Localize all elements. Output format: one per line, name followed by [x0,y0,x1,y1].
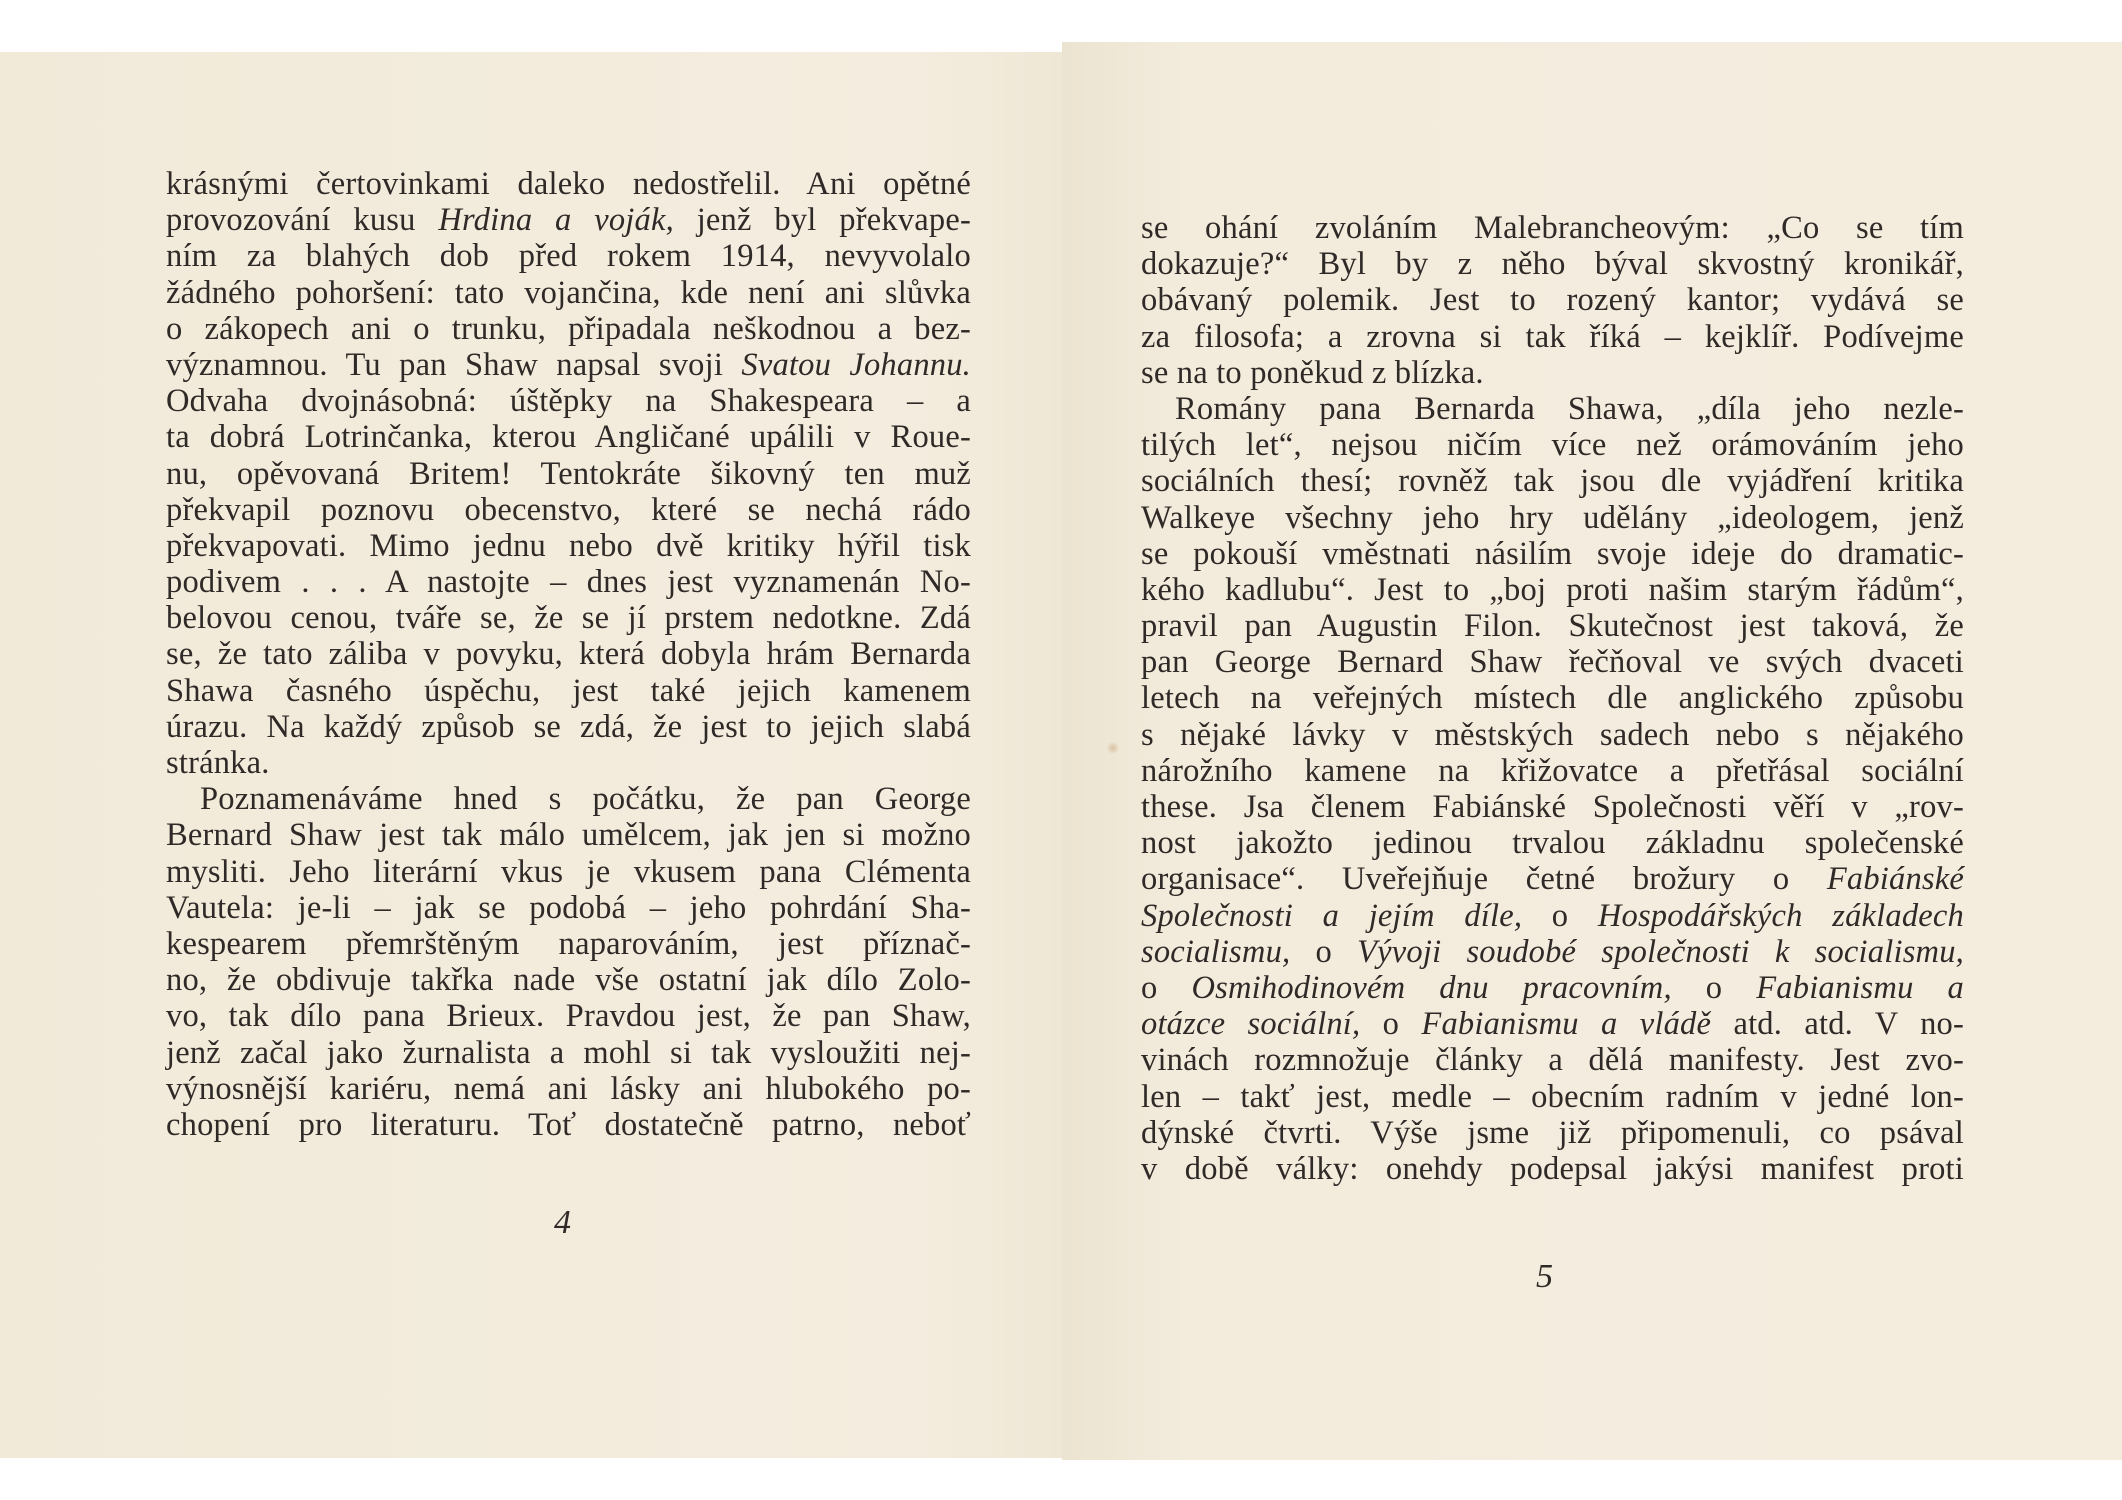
italic-title: otázce sociální, [1141,1006,1361,1043]
text-run: tilých let“, nejsou ničím více než orámováním jeho [1141,427,1964,464]
text-line [166,492,971,528]
text-line [1141,1042,1964,1078]
text-line [166,275,971,311]
italic-title: Fabiánské [1826,861,1964,898]
text-line [1141,970,1964,1006]
text-line [166,854,971,890]
text-line [166,636,971,672]
text-line [166,600,971,636]
text-line [1141,463,1964,499]
text-run: se ohání zvoláním Malebrancheovým: „Co se tím [1141,210,1964,246]
text-run: významnou. Tu pan Shaw napsal svoji [166,346,742,383]
text-run: these. Jsa členem Fabiánské Společnosti věří v „rov- [1141,789,1964,825]
text-line [1141,319,1964,355]
text-run: v době války: onehdy podepsal jakýsi manifest proti [1141,1150,1964,1187]
text-line [1141,1115,1964,1151]
italic-title: Osmihodinovém dnu pracovním, [1191,969,1672,1006]
text-line [1141,282,1964,318]
text-line [166,202,971,238]
text-run: dýnské čtvrti. Výše jsme již připomenuli, co psával [1141,1114,1964,1151]
text-run: vo, tak dílo pana Brieux. Pravdou jest, že pan Shaw, [166,998,971,1035]
text-line [1141,753,1964,789]
text-run: ta dobrá Lotrinčanka, kterou Angličané upálili v Roue- [166,419,971,456]
right-page [1062,42,2122,1460]
italic-title: Svatou Johannu. [741,346,971,383]
text-run: Vautela: je-li – jak se podobá – jeho pohrdání Sha- [166,889,971,926]
text-run: organisace“. Uveřejňuje četné brožury o [1141,861,1827,898]
text-line [166,673,971,709]
text-run: o [1671,969,1757,1006]
text-run: Odvaha dvojnásobná: úštěpky na Shakespeara – a [166,383,971,420]
text-line [1141,898,1964,934]
text-run: len – takť jest, medle – obecním radním v jedné lon- [1141,1078,1964,1115]
text-run: dokazuje?“ Byl by z něho býval skvostný kronikář, [1141,246,1964,283]
text-line [1141,572,1964,608]
text-run: sociálních thesí; rovněž tak jsou dle vyjádření kritika [1141,463,1964,500]
text-line [1141,391,1964,427]
text-run: s nějaké lávky v městských sadech nebo s nějakého [1141,716,1964,753]
text-run: Romány pana Bernarda Shawa, „díla jeho nezle- [1175,390,1964,427]
italic-title: socialismu, [1141,933,1291,970]
text-line [1141,825,1964,861]
text-line [166,890,971,926]
text-line [166,998,971,1034]
text-line [166,745,971,781]
text-run: mysliti. Jeho literární vkus je vkusem pana Clémenta [166,853,971,890]
text-run: se, že tato záliba v povyku, která dobyla hrám Bernarda [166,636,971,673]
text-line [166,962,971,998]
text-run: Shawa časného úspěchu, jest také jejich kamenem [166,672,971,709]
text-run: kespearem přemrštěným naparováním, jest příznač- [166,925,971,962]
text-run: Bernard Shaw jest tak málo umělcem, jak jen si možno [166,817,971,854]
text-run: provozování kusu [166,202,439,239]
text-run: za filosofa; a zrovna si tak říká – kejklíř. Podívejme [1141,318,1964,355]
text-line [166,238,971,274]
text-run: výnosnější kariéru, nemá ani lásky ani hlubokého po- [166,1070,971,1107]
text-run: stránka. [166,745,270,781]
text-line [1141,427,1964,463]
text-line [166,166,971,202]
italic-title: Fabianismu a [1756,969,1964,1006]
text-run: žádného pohoršení: tato vojančina, kde není ani slůvka [166,274,971,311]
text-line [166,528,971,564]
text-run: letech na veřejných místech dle anglického způsobu [1141,680,1964,717]
text-run: o [1522,897,1598,934]
text-line [1141,500,1964,536]
text-run: úrazu. Na každý způsob se zdá, že jest to jejich slabá [166,708,971,745]
text-line [166,347,971,383]
page-number-left: 4 [554,1204,571,1241]
italic-title: Společnosti a jejím díle, [1141,897,1523,934]
paper-stain [1106,742,1120,754]
text-line [1141,210,1964,246]
text-line [1141,717,1964,753]
text-run: pan George Bernard Shaw řečňoval ve svých dvaceti [1141,644,1964,681]
text-line [166,419,971,455]
text-run: o zákopech ani o trunku, připadala neškodnou a bez- [166,310,971,347]
right-page-body [1141,210,1964,1187]
text-run: belovou cenou, tváře se, že se jí prstem nedotkne. Zdá [166,600,971,637]
italic-title: Fabianismu a vládě [1421,1006,1712,1043]
text-line [166,926,971,962]
text-line [1141,355,1964,391]
text-run: kého kadlubu“. Jest to „boj proti našim starým řádům“, [1141,571,1964,608]
text-line [166,781,971,817]
text-run: překvapovati. Mimo jednu nebo dvě kritiky hýřil tisk [166,527,971,564]
text-line [1141,680,1964,716]
text-run: nárožního kamene na křižovatce a přetřásal sociální [1141,752,1964,789]
text-line [1141,1006,1964,1042]
text-line [166,456,971,492]
text-run: obávaný polemik. Jest to rozený kantor; vydává se [1141,282,1964,319]
text-line [166,311,971,347]
italic-title: Hrdina a voják, [438,202,674,239]
text-line [166,383,971,419]
text-run: o [1360,1006,1422,1043]
text-run: pravil pan Augustin Filon. Skutečnost jest taková, že [1141,608,1964,645]
text-line [1141,1079,1964,1115]
text-run: krásnými čertovinkami daleko nedostřelil. Ani opětné [166,166,971,202]
text-run: ním za blahých dob před rokem 1914, nevyvolalo [166,238,971,275]
text-line [1141,1151,1964,1187]
text-run: o [1141,969,1192,1006]
text-run: o [1290,933,1358,970]
text-line [1141,861,1964,897]
text-line [166,564,971,600]
text-run: se na to poněkud z blízka. [1141,354,1484,391]
text-run: Poznamenáváme hned s počátku, že pan George [200,781,971,818]
left-page [0,52,1062,1458]
text-run: jenž byl překvape- [673,202,971,239]
text-line [166,1107,971,1143]
text-line [1141,789,1964,825]
italic-title: Vývoji soudobé společnosti k socialismu, [1357,933,1964,970]
text-run: nost jakožto jedinou trvalou základnu společenské [1141,825,1964,862]
text-run: Walkeye všechny jeho hry udělány „ideologem, jenž [1141,499,1964,536]
text-run: vinách rozmnožuje články a dělá manifesty. Jest zvo- [1141,1042,1964,1079]
text-run: jenž začal jako žurnalista a mohl si tak vysloužiti nej- [166,1034,971,1071]
left-page-body [166,166,971,1143]
page-number-right: 5 [1536,1258,1553,1295]
text-line [1141,246,1964,282]
text-line [166,817,971,853]
text-run: no, že obdivuje takřka nade vše ostatní jak dílo Zolo- [166,962,971,999]
text-line [1141,644,1964,680]
text-run: se pokouší vměstnati násilím svoje ideje do dramatic- [1141,535,1964,572]
text-line [1141,536,1964,572]
text-line [166,1071,971,1107]
text-run: nu, opěvovaná Britem! Tentokráte šikovný ten muž [166,455,971,492]
text-run: překvapil poznovu obecenstvo, které se nechá rádo [166,491,971,528]
text-line [166,1035,971,1071]
text-run: atd. atd. V no- [1711,1006,1965,1043]
text-run: podivem . . . A nastojte – dnes jest vyznamenán No- [166,564,971,601]
italic-title: Hospodářských základech [1597,897,1964,934]
text-line [166,709,971,745]
text-line [1141,608,1964,644]
text-run: chopení pro literaturu. Toť dostatečně patrno, neboť [166,1106,971,1143]
text-line [1141,934,1964,970]
